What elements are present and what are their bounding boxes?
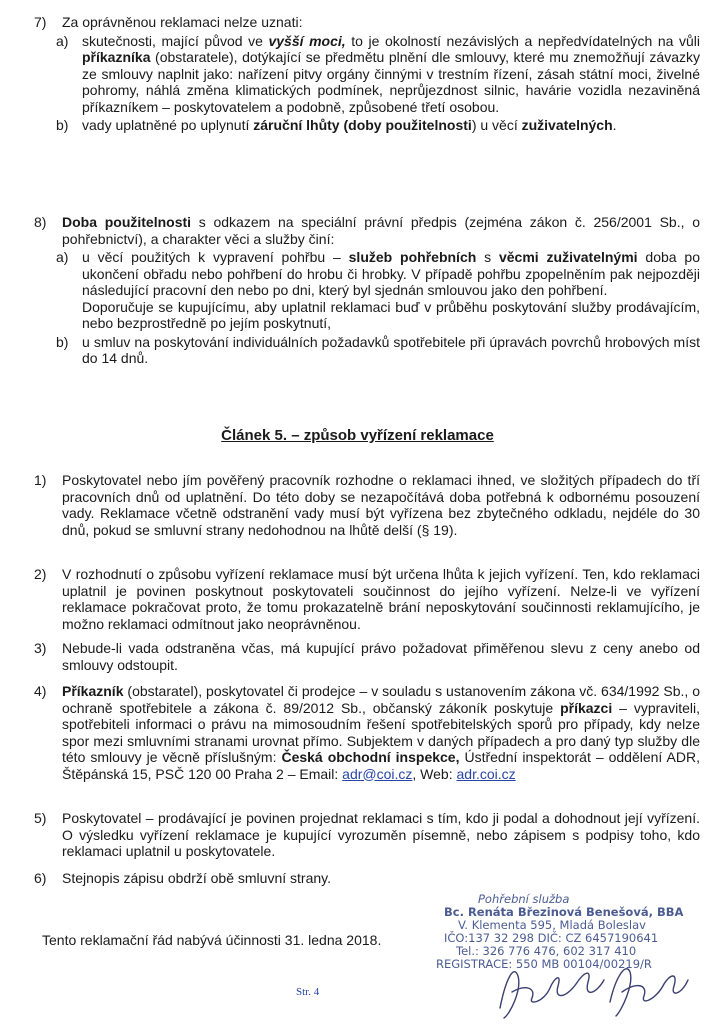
clause-text: Poskytovatel – prodávající je povinen projednat reklamaci s tím, kdo ji podal a dohodnout její vyřízení. O výsledku vyřízení reklamace je kupující vyrozuměn písemně, nebo zápisem s podpisy toho, kdo reklamaci uplatnil u poskytovatele. [62,810,700,859]
text-run: , Web: [412,765,457,782]
page-number: Str. 4 [296,986,320,998]
text-run: s [476,249,499,265]
clause-intro: Za oprávněnou reklamaci nelze uznati: [62,14,303,30]
clause-text: V rozhodnutí o způsobu vyřízení reklamace musí být určena lhůta k jejich vyřízení. Ten, kdo reklamaci uplatnil je povinen poskytnout poskytovateli součinnost do jejího vyřízení. Nelze-li ve vyřízení reklamace pokračovat proto, že tomu prokazatelně brání neposkytování součinnosti reklamujícího, je možno reklamaci odmítnout jako neoprávněnou. [62,566,700,632]
stamp-line: IČO:137 32 298 DIČ: CZ 6457190641 [444,931,659,945]
bold-run: příkazci [560,699,613,716]
bold-run: věcmi zuživatelnými [498,249,638,265]
stamp-line: V. Klementa 595, Mladá Boleslav [458,918,646,932]
art5-clause-1 [34,472,700,538]
bold-run: záruční lhůty (doby použitelnosti [253,117,472,133]
text-run: vady uplatněné po uplynutí [82,117,254,133]
text-run: doba po ukončení obřadu nebo pohřbení do hrobu či hrobky. V případě pohřbu zpopelněním pak nejpozději následující pracovní den nebo po dni, který byl sjednán smlouvou jako den pohřbení. [82,249,700,298]
bold-run: příkazníka [82,49,151,65]
sub-letter: a) [56,249,69,265]
text-run: u věcí použitých k vypravení pohřbu – [82,249,349,265]
sub-letter: b) [56,117,69,133]
clause-number: 7) [34,14,47,30]
clause-intro [62,214,700,247]
clause-text: Stejnopis zápisu obdrží obě smluvní strany. [62,870,331,886]
clause-number: 6) [34,870,47,886]
clause-8 [34,214,700,367]
bold-run: Příkazník [62,683,124,699]
art5-clause-5 [34,810,700,860]
sub-text [82,117,700,134]
sub-text-recommendation: Doporučuje se kupujícímu, aby uplatnil reklamaci buď v průběhu poskytování služby prodávajícím, nebo bezprostředně po jejím poskytnutí, [82,298,700,331]
stamp-line: Bc. Renáta Březinová Benešová, BBA [444,905,684,919]
art5-clause-3 [34,640,700,673]
sub-text [82,249,700,299]
sub-letter: a) [56,32,69,49]
text-run: Ústřední inspektorát – oddělení ADR, Štěpánská 15, PSČ 120 00 Praha 2 – Email: [62,749,700,782]
clause-8a [56,249,700,332]
signature-icon [492,958,692,1020]
email-link[interactable]: adr@coi.cz [342,765,413,782]
stamp-line: Pohřební služba [478,892,570,906]
text-run: ) u věcí [471,117,522,133]
art5-clause-2 [34,566,700,632]
bold-run: Česká obchodní inspekce, [281,749,460,765]
bold-run: vyšší moci, [268,32,346,49]
clause-text: Poskytovatel nebo jím pověřený pracovník rozhodne o reklamaci ihned, ve složitých případech do tří pracovních dnů od uplatnění. Do této doby se nezapočítává doba potřebná k odbornému posouzení vady. Reklamace včetně odstranění vady musí být vyřízena bez zbytečného odkladu, nejdéle do 30 dnů, pokud se smluvní strany nedohodnou na lhůtě delší (§ 19). [62,472,700,538]
clause-number: 1) [34,472,47,488]
effective-date-text: Tento reklamační řád nabývá účinnosti 31. ledna 2018. [42,932,382,948]
text-run: s odkazem na speciální právní předpis (zejména zákon č. 256/2001 Sb., o pohřebnictví), a charakter věci a služby činí: [62,214,701,247]
text-run: skutečnosti, mající původ ve [82,32,269,49]
bold-run: zuživatelných [521,117,613,133]
article-heading: Článek 5. – způsob vyřízení reklamace [221,427,494,444]
clause-number: 2) [34,566,47,582]
clause-number: 4) [34,683,47,699]
clause-7 [34,14,700,134]
art5-clause-6 [34,870,700,887]
text-run: (obstaratele), dotýkající se předmětu plnění dle smlouvy, které mu znemožňují závazky ze smlouvy naplnit jako: nařízení pitvy orgány činnými v trestním řízení, zásah státní moci, živelné pohromy, náhlá změna klimatických podmínek, neprůjezdnost silnic, havárie vozidla nezaviněná příkazníkem – poskytovatelem a podobně, způsobené třetí osobou. [82,49,700,115]
clause-number: 5) [34,810,47,826]
clause-number: 8) [34,214,47,230]
clause-text: Nebude-li vada odstraněna včas, má kupující právo požadovat přiměřenou slevu z ceny anebo od smlouvy odstoupit. [62,640,700,673]
stamp-line: REGISTRACE: 550 MB 00104/00219/R [436,957,652,971]
clause-text [62,683,700,782]
art5-clause-4 [34,683,700,782]
clause-number: 3) [34,640,47,656]
stamp-line: Tel.: 326 776 476, 602 317 410 [456,944,637,958]
clause-8b [56,333,700,367]
sub-letter: b) [56,333,69,350]
sub-text [82,33,700,116]
sub-text: u smluv na poskytování individuálních požadavků spotřebitele při úpravách povrchů hrobových míst do 14 dnů. [82,333,700,366]
text-run: . [612,117,617,133]
text-run: (obstaratel), poskytovatel či prodejce – v souladu s ustanovením zákona vč. 634/1992 Sb., o ochraně spotřebitele a zákona č. 89/2012 Sb., občanský zákoník poskytuje [62,683,700,716]
clause-7b [56,117,700,134]
bold-run: služeb pohřebních [348,249,477,265]
bold-run: Doba použitelnosti [62,214,192,230]
text-run: to je okolností nezávislých a nepředvídatelných na vůli [345,32,700,49]
web-link[interactable]: adr.coi.cz [456,765,516,782]
clause-7a [56,32,700,116]
text-run: – vypraviteli, spotřebiteli informaci o právu na mimosoudním řešení spotřebitelských sporů pro případy, kdy nelze spor mezi smluvními stranami urovnat přímo. Subjektem v daných případech a pro daný typ služby dle této smlouvy je věcně příslušným: [62,699,700,765]
